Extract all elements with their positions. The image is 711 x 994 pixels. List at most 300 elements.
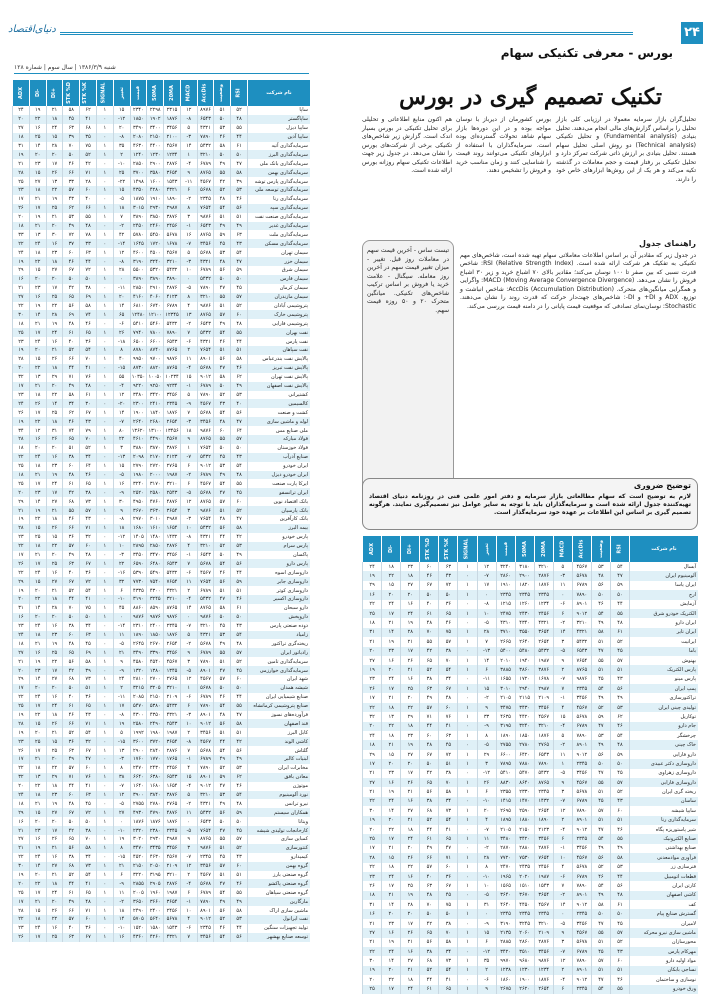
value-cell: ۹۲۵۰ bbox=[147, 382, 164, 391]
value-cell: ۶- bbox=[180, 924, 197, 933]
company-name-cell: نفت پارس bbox=[248, 337, 311, 346]
value-cell: ۵۵ bbox=[80, 213, 97, 222]
value-cell: ۱۸ bbox=[113, 524, 130, 533]
value-cell: ۴۷ bbox=[231, 515, 248, 524]
value-cell: ۴۹ bbox=[214, 799, 231, 808]
value-cell: ۹ bbox=[180, 168, 197, 177]
value-cell: ۱۳ bbox=[382, 712, 401, 721]
value-cell: ۱۸۷۶ bbox=[147, 817, 164, 826]
value-cell: ۴۸ bbox=[63, 639, 80, 648]
value-cell: ۵۰ bbox=[63, 150, 80, 159]
value-cell: ۲۰ bbox=[29, 684, 46, 693]
value-cell: ۱۸ bbox=[401, 975, 420, 984]
value-cell: ۷۶۵۴ bbox=[197, 204, 214, 213]
company-name-cell: توکاریل bbox=[630, 712, 699, 721]
value-cell: ۱۸۷۶ bbox=[534, 581, 553, 590]
table-row bbox=[13, 524, 311, 533]
value-cell: ۲۵ bbox=[29, 133, 46, 142]
value-cell: ۲۰ bbox=[29, 613, 46, 622]
value-cell: ۲۹ bbox=[401, 712, 420, 721]
value-cell: ۳۹ bbox=[63, 133, 80, 142]
value-cell: ۱۵- bbox=[113, 364, 130, 373]
value-cell: ۲۱۲۳ bbox=[534, 825, 553, 834]
value-cell: ۵۴ bbox=[80, 586, 97, 595]
value-cell: ۳۲۱۰ bbox=[197, 791, 214, 800]
company-name-cell: داروسازی جابر bbox=[248, 577, 311, 586]
value-cell: ۴۳۵۰ bbox=[147, 711, 164, 720]
value-cell: ۴۰ bbox=[420, 872, 439, 881]
value-cell: ۴۴ bbox=[63, 364, 80, 373]
value-cell: ۳۳۹۰ bbox=[147, 648, 164, 657]
value-cell: ۱۹ bbox=[13, 257, 30, 266]
value-cell: ۴۵۶۷ bbox=[164, 657, 181, 666]
value-cell: ۲۸ bbox=[401, 900, 420, 909]
value-cell: ۱۷۷۰ bbox=[147, 755, 164, 764]
value-cell: ۲۱ bbox=[13, 657, 30, 666]
column-header: MACD bbox=[553, 536, 572, 562]
value-cell: ۳۵ bbox=[477, 956, 496, 965]
value-cell: ۴- bbox=[180, 159, 197, 168]
table-row bbox=[13, 711, 311, 720]
table-row bbox=[13, 773, 311, 782]
value-cell: ۳۸۷۶ bbox=[164, 444, 181, 453]
value-cell: ۹۰۱۲ bbox=[572, 609, 591, 618]
value-cell: ۷۶۵۴ bbox=[534, 853, 553, 862]
column-header: ADX bbox=[13, 80, 30, 106]
value-cell: ۳۸۴۰ bbox=[147, 791, 164, 800]
value-cell: ۵۴ bbox=[80, 346, 97, 355]
value-cell: ۷۰ bbox=[80, 835, 97, 844]
value-cell: ۱ bbox=[96, 888, 113, 897]
value-cell: ۴۷ bbox=[439, 844, 458, 853]
value-cell: ۶۱ bbox=[231, 604, 248, 613]
value-cell: ۱۷ bbox=[13, 382, 30, 391]
value-cell: ۲۳۴۵ bbox=[534, 787, 553, 796]
value-cell: ۲۰۲۰ bbox=[515, 872, 534, 881]
value-cell: ۵۴ bbox=[439, 665, 458, 674]
company-name-cell: فرآورده‌های نسوز bbox=[248, 711, 311, 720]
company-name-cell: سیمان خزر bbox=[248, 257, 311, 266]
value-cell: ۴۷ bbox=[231, 257, 248, 266]
value-cell: ۴۸ bbox=[439, 693, 458, 702]
value-cell: ۹ bbox=[477, 985, 496, 994]
value-cell: ۴۳۲۱ bbox=[164, 186, 181, 195]
value-cell: ۴۴ bbox=[231, 924, 248, 933]
value-cell: ۱۲ bbox=[180, 497, 197, 506]
value-cell: ۴۸ bbox=[80, 897, 97, 906]
value-cell: ۱۳- bbox=[113, 453, 130, 462]
table-row bbox=[13, 915, 311, 924]
value-cell: ۱۲۳۰ bbox=[515, 966, 534, 975]
value-cell: ۱۹۱۰ bbox=[496, 581, 515, 590]
value-cell: ۳۵۱۰ bbox=[515, 947, 534, 956]
value-cell: ۲۱۰۹ bbox=[534, 693, 553, 702]
value-cell: ۰ bbox=[458, 844, 477, 853]
table-row bbox=[13, 310, 311, 319]
value-cell: ۲۱ bbox=[46, 871, 63, 880]
value-cell: ۴۵۸۰ bbox=[130, 657, 147, 666]
value-cell: ۳۰۱۰ bbox=[496, 684, 515, 693]
value-cell: ۲۸ bbox=[13, 524, 30, 533]
value-cell: ۱۶ bbox=[46, 453, 63, 462]
value-cell: ۳۴۵۶ bbox=[572, 769, 591, 778]
value-cell: ۳۲ bbox=[13, 773, 30, 782]
value-cell: ۲۰ bbox=[46, 382, 63, 391]
value-cell: ۲۳۴۵ bbox=[572, 759, 591, 768]
value-cell: ۳۶۳۰ bbox=[147, 506, 164, 515]
value-cell: ۱۶ bbox=[401, 947, 420, 956]
value-cell: ۵۴ bbox=[231, 462, 248, 471]
value-cell: ۶۷۸۹ bbox=[197, 382, 214, 391]
value-cell: ۳۱ bbox=[46, 426, 63, 435]
value-cell: ۱۹ bbox=[13, 728, 30, 737]
value-cell: ۲۷ bbox=[46, 266, 63, 275]
value-cell: ۴۹ bbox=[610, 844, 629, 853]
value-cell: ۵۵ bbox=[214, 168, 231, 177]
value-cell: ۶ bbox=[477, 938, 496, 947]
table-row bbox=[13, 177, 311, 186]
value-cell: ۲۱ bbox=[29, 195, 46, 204]
value-cell: ۵۹ bbox=[231, 266, 248, 275]
value-cell: ۲۸۵۵ bbox=[130, 879, 147, 888]
table-row bbox=[13, 328, 311, 337]
value-cell: ۵۴۰۰ bbox=[496, 647, 515, 656]
value-cell: ۱۴ bbox=[180, 142, 197, 151]
company-name-cell: سیمان تهران bbox=[248, 248, 311, 257]
value-cell: ۴۰ bbox=[113, 355, 130, 364]
table-row bbox=[363, 825, 699, 834]
value-cell: ۶۴ bbox=[80, 462, 97, 471]
value-cell: ۲- bbox=[477, 844, 496, 853]
value-cell: ۲۴۵۶ bbox=[164, 906, 181, 915]
value-cell: ۱ bbox=[96, 186, 113, 195]
value-cell: ۷۸۹۰ bbox=[572, 731, 591, 740]
value-cell: ۵۶ bbox=[63, 657, 80, 666]
value-cell: ۶۸ bbox=[63, 497, 80, 506]
value-cell: ۱ bbox=[96, 426, 113, 435]
value-cell: ۶۵۴۳ bbox=[197, 817, 214, 826]
value-cell: ۵۲ bbox=[420, 966, 439, 975]
value-cell: ۰ bbox=[96, 195, 113, 204]
value-cell: ۷ bbox=[113, 213, 130, 222]
value-cell: ۰ bbox=[458, 769, 477, 778]
value-cell: ۲۵۸۰ bbox=[147, 488, 164, 497]
value-cell: ۴۹ bbox=[63, 551, 80, 560]
value-cell: ۱۹۰۲ bbox=[147, 115, 164, 124]
value-cell: ۷۲ bbox=[80, 577, 97, 586]
value-cell: ۱۵ bbox=[382, 750, 401, 759]
value-cell: ۱- bbox=[180, 551, 197, 560]
company-name-cell: سرمایه‌گذاری خوارزمی bbox=[248, 666, 311, 675]
value-cell: ۶۸ bbox=[63, 675, 80, 684]
table-row bbox=[13, 444, 311, 453]
value-cell: ۴۶ bbox=[80, 319, 97, 328]
value-cell: ۵۷ bbox=[231, 835, 248, 844]
value-cell: ۲۰۶۰ bbox=[515, 928, 534, 937]
value-cell: ۱۹ bbox=[13, 346, 30, 355]
company-name-cell: سیمان فارس bbox=[248, 275, 311, 284]
value-cell: ۵ bbox=[180, 248, 197, 257]
value-cell: ۲۷ bbox=[401, 750, 420, 759]
table-row bbox=[13, 639, 311, 648]
value-cell: ۱۷ bbox=[29, 479, 46, 488]
value-cell: ۱۳ bbox=[180, 310, 197, 319]
value-cell: ۳۲۱۰ bbox=[197, 622, 214, 631]
value-cell: ۴۹ bbox=[231, 897, 248, 906]
value-cell: ۴۲ bbox=[63, 488, 80, 497]
value-cell: ۱۹۸۷ bbox=[164, 728, 181, 737]
value-cell: ۰ bbox=[96, 364, 113, 373]
value-cell: ۶۵۴۳ bbox=[197, 115, 214, 124]
value-cell: ۰ bbox=[458, 675, 477, 684]
page-header bbox=[8, 22, 703, 60]
value-cell: ۲۷ bbox=[401, 581, 420, 590]
value-cell: ۵۱ bbox=[214, 844, 231, 853]
value-cell: ۱ bbox=[96, 933, 113, 942]
column-header: نام شرکت bbox=[248, 80, 311, 106]
value-cell: ۲۲ bbox=[29, 595, 46, 604]
value-cell: ۲۲ bbox=[363, 703, 382, 712]
company-name-cell: کنتورسازی bbox=[248, 844, 311, 853]
value-cell: ۲۵۴۳ bbox=[164, 488, 181, 497]
company-name-cell: لوله و ماشین سازی bbox=[248, 417, 311, 426]
value-cell: ۵۴۳۲ bbox=[164, 702, 181, 711]
table-row bbox=[13, 764, 311, 773]
column-header: RSI bbox=[610, 536, 629, 562]
value-cell: ۵۲ bbox=[80, 444, 97, 453]
value-cell: ۱۵ bbox=[29, 355, 46, 364]
value-cell: ۴۱ bbox=[80, 364, 97, 373]
value-cell: ۱۶۱۰ bbox=[147, 524, 164, 533]
value-cell: ۶۰ bbox=[80, 542, 97, 551]
value-cell: ۴۵ bbox=[610, 769, 629, 778]
value-cell: ۵۱ bbox=[214, 871, 231, 880]
value-cell: ۳۴۵۶ bbox=[164, 844, 181, 853]
value-cell: ۴۳ bbox=[231, 853, 248, 862]
value-cell: ۱- bbox=[180, 382, 197, 391]
table-row bbox=[13, 266, 311, 275]
value-cell: ۴۶ bbox=[231, 879, 248, 888]
value-cell: ۲۷ bbox=[113, 808, 130, 817]
value-cell: ۴۷ bbox=[80, 755, 97, 764]
value-cell: ۳۶۵۴ bbox=[164, 168, 181, 177]
value-cell: ۵۴ bbox=[610, 562, 629, 571]
value-cell: ۳۴ bbox=[80, 853, 97, 862]
value-cell: ۶۶ bbox=[63, 906, 80, 915]
value-cell: ۱ bbox=[96, 293, 113, 302]
value-cell: ۲۲ bbox=[46, 764, 63, 773]
value-cell: ۲۴ bbox=[29, 568, 46, 577]
value-cell: ۴۸ bbox=[231, 799, 248, 808]
value-cell: ۶۵۴۳ bbox=[164, 773, 181, 782]
value-cell: ۲۶۵۴ bbox=[164, 639, 181, 648]
value-cell: ۴۸ bbox=[80, 382, 97, 391]
value-cell: ۵۲ bbox=[63, 871, 80, 880]
value-cell: ۴۵۰۰ bbox=[147, 248, 164, 257]
value-cell: ۴۹ bbox=[63, 222, 80, 231]
value-cell: ۱۹ bbox=[46, 319, 63, 328]
value-cell: ۴۳۲۱ bbox=[197, 631, 214, 640]
value-cell: ۳۷۲۰ bbox=[147, 737, 164, 746]
company-name-cell: ماشین سازی اراک bbox=[248, 906, 311, 915]
table-row bbox=[13, 879, 311, 888]
value-cell: ۰ bbox=[96, 239, 113, 248]
company-name-cell: لبنیات کالبر bbox=[248, 755, 311, 764]
value-cell: ۱ bbox=[458, 684, 477, 693]
value-cell: ۳۴ bbox=[80, 622, 97, 631]
value-cell: ۲۰ bbox=[13, 213, 30, 222]
value-cell: ۲۲ bbox=[46, 186, 63, 195]
value-cell: ۱۹۸۰ bbox=[147, 728, 164, 737]
value-cell: ۱۷ bbox=[29, 746, 46, 755]
company-name-cell: ایران تایر bbox=[630, 628, 699, 637]
value-cell: ۲۵۴۳ bbox=[164, 719, 181, 728]
value-cell: ۲۴ bbox=[382, 872, 401, 881]
table-row bbox=[13, 586, 311, 595]
value-cell: ۱۹ bbox=[363, 665, 382, 674]
value-cell: ۰ bbox=[96, 284, 113, 293]
value-cell: ۷۰ bbox=[439, 928, 458, 937]
value-cell: ۱۸ bbox=[46, 364, 63, 373]
value-cell: ۴- bbox=[180, 595, 197, 604]
company-name-cell: کارخانجات تولیدی شیشه bbox=[248, 826, 311, 835]
value-cell: ۵۵ bbox=[113, 373, 130, 382]
value-cell: ۲۷۲۰ bbox=[147, 462, 164, 471]
value-cell: ۱۷ bbox=[29, 559, 46, 568]
value-cell: ۲۴ bbox=[382, 797, 401, 806]
value-cell: ۰ bbox=[458, 618, 477, 627]
value-cell: ۳۴۵۶ bbox=[197, 728, 214, 737]
value-cell: ۲۳ bbox=[13, 337, 30, 346]
value-cell: ۱۴ bbox=[382, 628, 401, 637]
value-cell: ۲۸ bbox=[13, 719, 30, 728]
value-cell: ۳۸ bbox=[80, 284, 97, 293]
value-cell: ۱۲۳۴۵ bbox=[165, 311, 179, 318]
value-cell: ۱۹ bbox=[382, 787, 401, 796]
value-cell: ۵۵ bbox=[63, 506, 80, 515]
value-cell: ۰ bbox=[553, 590, 572, 599]
value-cell: ۵- bbox=[553, 769, 572, 778]
company-name-cell: همکاران سیستم bbox=[248, 808, 311, 817]
value-cell: ۳۰ bbox=[363, 956, 382, 965]
value-cell: ۱۲- bbox=[113, 115, 130, 124]
value-cell: ۴۲ bbox=[231, 737, 248, 746]
company-name-cell: نفت بهران bbox=[248, 328, 311, 337]
note-heading: توضیح ضروری bbox=[633, 481, 691, 490]
value-cell: ۲۱۵۰ bbox=[130, 862, 147, 871]
value-cell: ۳۵۵۰ bbox=[515, 628, 534, 637]
company-name-cell: مارگارین bbox=[248, 897, 311, 906]
table-row bbox=[13, 382, 311, 391]
value-cell: ۶ bbox=[477, 787, 496, 796]
value-cell: ۵۴۳۲ bbox=[164, 319, 181, 328]
value-cell: ۲۶۸۰ bbox=[147, 417, 164, 426]
value-cell: ۸۷۶۵ bbox=[197, 835, 214, 844]
table-row bbox=[13, 124, 311, 133]
value-cell: ۵۶ bbox=[214, 719, 231, 728]
value-cell: ۵۸ bbox=[610, 853, 629, 862]
value-cell: ۵۲ bbox=[63, 346, 80, 355]
value-cell: ۱ bbox=[96, 106, 113, 115]
value-cell: ۴ bbox=[553, 863, 572, 872]
value-cell: ۲۳ bbox=[382, 919, 401, 928]
value-cell: ۱۲ bbox=[180, 106, 197, 115]
value-cell: ۱۵ bbox=[46, 133, 63, 142]
value-cell: ۶۵۴۳ bbox=[197, 551, 214, 560]
value-cell: ۱۵ bbox=[29, 266, 46, 275]
value-cell: ۵۴۳۲ bbox=[572, 637, 591, 646]
value-cell: ۱۸ bbox=[180, 426, 197, 435]
value-cell: ۵۴۳۲ bbox=[164, 568, 181, 577]
value-cell: ۵۷ bbox=[231, 435, 248, 444]
table-row bbox=[13, 355, 311, 364]
value-cell: ۱۸ bbox=[13, 471, 30, 480]
value-cell: ۲۳ bbox=[46, 248, 63, 257]
value-cell: ۲۴ bbox=[46, 124, 63, 133]
value-cell: ۲۲ bbox=[13, 542, 30, 551]
value-cell: ۵۰ bbox=[439, 909, 458, 918]
value-cell: ۲۶۴۰ bbox=[515, 637, 534, 646]
table-row bbox=[363, 562, 699, 571]
value-cell: ۶۶۰۰ bbox=[147, 337, 164, 346]
value-cell: ۱۲۳۰ bbox=[147, 150, 164, 159]
value-cell: ۱۸۹۰ bbox=[534, 816, 553, 825]
company-name-cell: کف bbox=[630, 900, 699, 909]
value-cell: ۱۸ bbox=[113, 906, 130, 915]
value-cell: ۱۸ bbox=[401, 825, 420, 834]
value-cell: ۲۴۰۰ bbox=[147, 622, 164, 631]
value-cell: ۴۳۴۰ bbox=[515, 618, 534, 627]
value-cell: ۴۴۵۰ bbox=[515, 900, 534, 909]
value-cell: ۱۹ bbox=[401, 618, 420, 627]
value-cell: ۱۶۴۵ bbox=[130, 239, 147, 248]
value-cell: ۴۰ bbox=[231, 399, 248, 408]
value-cell: ۱۸۲۰ bbox=[515, 581, 534, 590]
value-cell: ۱۴- bbox=[113, 622, 130, 631]
value-cell: ۱۵ bbox=[29, 808, 46, 817]
value-cell: ۱۵- bbox=[113, 737, 130, 746]
value-cell: ۶۷۸۹ bbox=[197, 471, 214, 480]
value-cell: ۶۵۰۰ bbox=[130, 337, 147, 346]
value-cell: ۵۸ bbox=[231, 355, 248, 364]
value-cell: ۱ bbox=[458, 590, 477, 599]
value-cell: ۱۶ bbox=[13, 817, 30, 826]
value-cell: ۶۳ bbox=[80, 248, 97, 257]
value-cell: ۵۶۷۸ bbox=[197, 684, 214, 693]
value-cell: ۷۵ bbox=[439, 900, 458, 909]
value-cell: ۵۴۳۲ bbox=[534, 769, 553, 778]
value-cell: ۱ bbox=[96, 391, 113, 400]
company-name-cell: صنایع پتروشیمی کرمانشاه bbox=[248, 702, 311, 711]
value-cell: ۲۸ bbox=[13, 435, 30, 444]
value-cell: ۲۷ bbox=[401, 956, 420, 965]
value-cell: ۵۱ bbox=[610, 966, 629, 975]
value-cell: ۰ bbox=[96, 471, 113, 480]
value-cell: ۵۴ bbox=[591, 881, 610, 890]
value-cell: ۱ bbox=[96, 373, 113, 382]
value-cell: ۴۶ bbox=[591, 600, 610, 609]
table-row bbox=[13, 230, 311, 239]
value-cell: ۲۱۳۵ bbox=[496, 928, 515, 937]
value-cell: ۸- bbox=[180, 737, 197, 746]
value-cell: ۵۳ bbox=[591, 731, 610, 740]
value-cell: ۰ bbox=[458, 872, 477, 881]
value-cell: ۲۸۸۰ bbox=[515, 844, 534, 853]
value-cell: ۵۶۷۸ bbox=[572, 787, 591, 796]
value-cell: ۲۰ bbox=[46, 551, 63, 560]
table-row bbox=[13, 159, 311, 168]
value-cell: ۲۰ bbox=[13, 115, 30, 124]
